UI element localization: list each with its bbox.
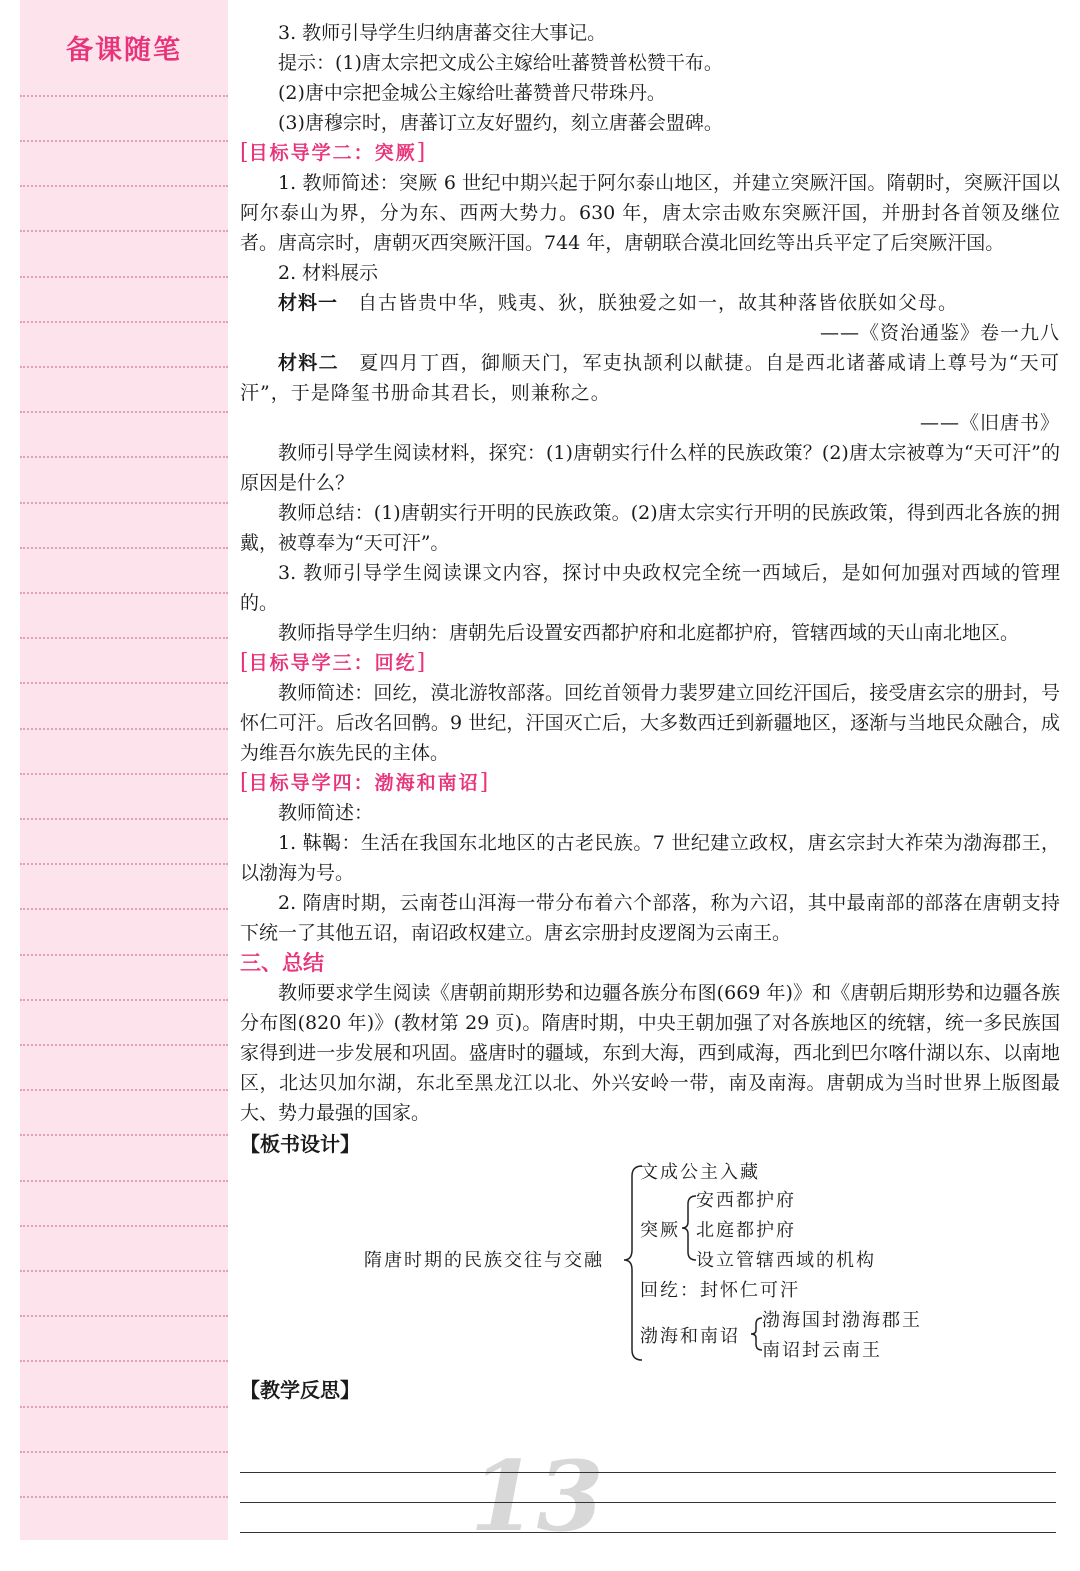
material-one — [240, 288, 1060, 318]
paragraph: (2)唐中宗把金城公主嫁给吐蕃赞普尺带珠丹。 — [278, 82, 666, 104]
sidebar-rule — [20, 682, 228, 684]
material-text: 夏四月丁酉，御顺天门，军吏执颉利以献捷。自是西北诸蕃咸请上尊号为“天可汗”，于是降玺书册命其君长，则兼称之。 — [240, 352, 1060, 404]
sidebar-rule — [20, 1451, 228, 1453]
goal2-heading — [240, 138, 1060, 168]
sidebar-rule — [20, 1496, 228, 1498]
bracket-open-icon: [ — [240, 140, 249, 165]
paragraph: 1. 教师简述：突厥 6 世纪中期兴起于阿尔泰山地区，并建立突厥汗国。隋朝时，突厥汗国以阿尔泰山为界，分为东、西两大势力。630 年，唐太宗击败东突厥汗国，并册封各首领及继位者。唐高宗时，唐朝灭西突厥汗国。744 年，唐朝联合漠北回纥等出兵平定了后突厥汗国。 — [240, 172, 1060, 254]
paragraph: 3. 教师引导学生归纳唐蕃交往大事记。 — [278, 22, 607, 44]
material-source: ——《资治通鉴》卷一九八 — [819, 322, 1060, 344]
reflection-heading: 【教学反思】 — [240, 1378, 360, 1402]
sidebar-rule — [20, 863, 228, 865]
board-root: 隋唐时期的民族交往与交融 — [364, 1250, 604, 1271]
board-branch: 回纥：封怀仁可汗 — [640, 1280, 800, 1301]
sidebar-rule — [20, 1270, 228, 1272]
material-label: 材料二 — [278, 352, 339, 374]
sidebar-rule — [20, 1360, 228, 1362]
bracket-close-icon: ] — [416, 140, 426, 165]
paragraph: 提示：(1)唐太宗把文成公主嫁给吐蕃赞普松赞干布。 — [278, 52, 723, 74]
material-source: ——《旧唐书》 — [919, 412, 1060, 434]
goal4-heading — [240, 768, 1060, 798]
board-branch: 渤海和南诏 — [640, 1326, 740, 1347]
material-two — [240, 348, 1060, 408]
sidebar-rule — [20, 1315, 228, 1317]
sidebar-rule — [20, 908, 228, 910]
sidebar-rule — [20, 1089, 228, 1091]
paragraph: (3)唐穆宗时，唐蕃订立友好盟约，刻立唐蕃会盟碑。 — [278, 112, 723, 134]
writing-line — [240, 1472, 1056, 1473]
bracket-close-icon: ] — [416, 650, 426, 675]
sidebar-rule — [20, 502, 228, 504]
board-leaf: 设立管辖西域的机构 — [696, 1250, 876, 1271]
paragraph: 3. 教师引导学生阅读课文内容，探讨中央政权完全统一西域后，是如何加强对西域的管理的。 — [240, 562, 1060, 614]
section-heading: 目标导学四：渤海和南诏 — [248, 772, 480, 794]
board-leaf: 北庭都护府 — [696, 1220, 796, 1241]
sidebar-rule — [20, 547, 228, 549]
page-number: 13 — [470, 1440, 604, 1553]
sidebar-rule — [20, 1044, 228, 1046]
board-leaf: 渤海国封渤海郡王 — [762, 1310, 922, 1331]
writing-line — [240, 1502, 1056, 1503]
sidebar-rule — [20, 1134, 228, 1136]
board-leaf: 安西都护府 — [696, 1190, 796, 1211]
sidebar-rule — [20, 185, 228, 187]
section-heading: 目标导学二：突厥 — [248, 142, 417, 164]
sidebar-rule — [20, 773, 228, 775]
paragraph: 2. 材料展示 — [278, 262, 379, 284]
sidebar-rule — [20, 637, 228, 639]
sidebar-rule — [20, 276, 228, 278]
paragraph: 教师总结：(1)唐朝实行开明的民族政策。(2)唐太宗实行开明的民族政策，得到西北各族的拥戴，被尊奉为“天可汗”。 — [240, 502, 1060, 554]
sidebar-rule — [20, 592, 228, 594]
board-heading: 【板书设计】 — [240, 1132, 360, 1156]
board-branch: 突厥 — [640, 1220, 680, 1241]
paragraph: 教师要求学生阅读《唐朝前期形势和边疆各族分布图(669 年)》和《唐朝后期形势和边疆各族分布图(820 年)》(教材第 29 页)。隋唐时期，中央王朝加强了对各族地区的统辖，统一多民族国家得到进一步发展和巩固。盛唐时的疆域，东到大海，西到咸海，西北到巴尔喀什湖以东、以南地区，北达贝加尔湖，东北至黑龙江以北、外兴安岭一带，南及南海。唐朝成为当时世界上版图最大、势力最强的国家。 — [240, 982, 1060, 1124]
bracket-open-icon: [ — [240, 650, 249, 675]
board-diagram — [240, 1160, 1060, 1372]
goal3-heading — [240, 648, 1060, 678]
notes-sidebar — [20, 0, 228, 1540]
paragraph: 1. 靺鞨：生活在我国东北地区的古老民族。7 世纪建立政权，唐玄宗封大祚荣为渤海郡王，以渤海为号。 — [240, 832, 1060, 884]
sidebar-rule — [20, 1225, 228, 1227]
bracket-close-icon: ] — [479, 770, 489, 795]
sidebar-rule — [20, 366, 228, 368]
paragraph: 教师简述： — [278, 802, 374, 824]
paragraph: 教师指导学生归纳：唐朝先后设置安西都护府和北庭都护府，管辖西域的天山南北地区。 — [278, 622, 1020, 644]
paragraph: 教师简述：回纥，漠北游牧部落。回纥首领骨力裴罗建立回纥汗国后，接受唐玄宗的册封，号怀仁可汗。后改名回鹘。9 世纪，汗国灭亡后，大多数西迁到新疆地区，逐渐与当地民众融合，成为维吾尔族先民的主体。 — [240, 682, 1060, 764]
sidebar-rule — [20, 140, 228, 142]
sidebar-rule — [20, 321, 228, 323]
paragraph: 2. 隋唐时期，云南苍山洱海一带分布着六个部落，称为六诏，其中最南部的部落在唐朝支持下统一了其他五诏，南诏政权建立。唐玄宗册封皮逻阁为云南王。 — [240, 892, 1060, 944]
sidebar-rule — [20, 999, 228, 1001]
sidebar-rule — [20, 456, 228, 458]
paragraph: 教师引导学生阅读材料，探究：(1)唐朝实行什么样的民族政策？(2)唐太宗被尊为“天可汗”的原因是什么？ — [240, 442, 1060, 494]
sidebar-rule — [20, 95, 228, 97]
summary-heading: 三、总结 — [240, 951, 324, 975]
sidebar-rule — [20, 1406, 228, 1408]
sidebar-rule — [20, 1180, 228, 1182]
writing-line — [240, 1532, 1056, 1533]
board-leaf: 南诏封云南王 — [762, 1340, 882, 1361]
lesson-content — [240, 18, 1060, 1406]
sidebar-rule — [20, 954, 228, 956]
sidebar-title: 备课随笔 — [66, 35, 182, 66]
material-text: 自古皆贵中华，贱夷、狄，朕独爱之如一，故其种落皆依朕如父母。 — [358, 292, 959, 314]
sidebar-rule — [20, 728, 228, 730]
material-label: 材料一 — [278, 292, 339, 314]
sidebar-rule — [20, 818, 228, 820]
sidebar-rule — [20, 411, 228, 413]
board-branch: 文成公主入藏 — [640, 1162, 760, 1183]
bracket-open-icon: [ — [240, 770, 249, 795]
section-heading: 目标导学三：回纥 — [248, 652, 417, 674]
sidebar-rule — [20, 230, 228, 232]
